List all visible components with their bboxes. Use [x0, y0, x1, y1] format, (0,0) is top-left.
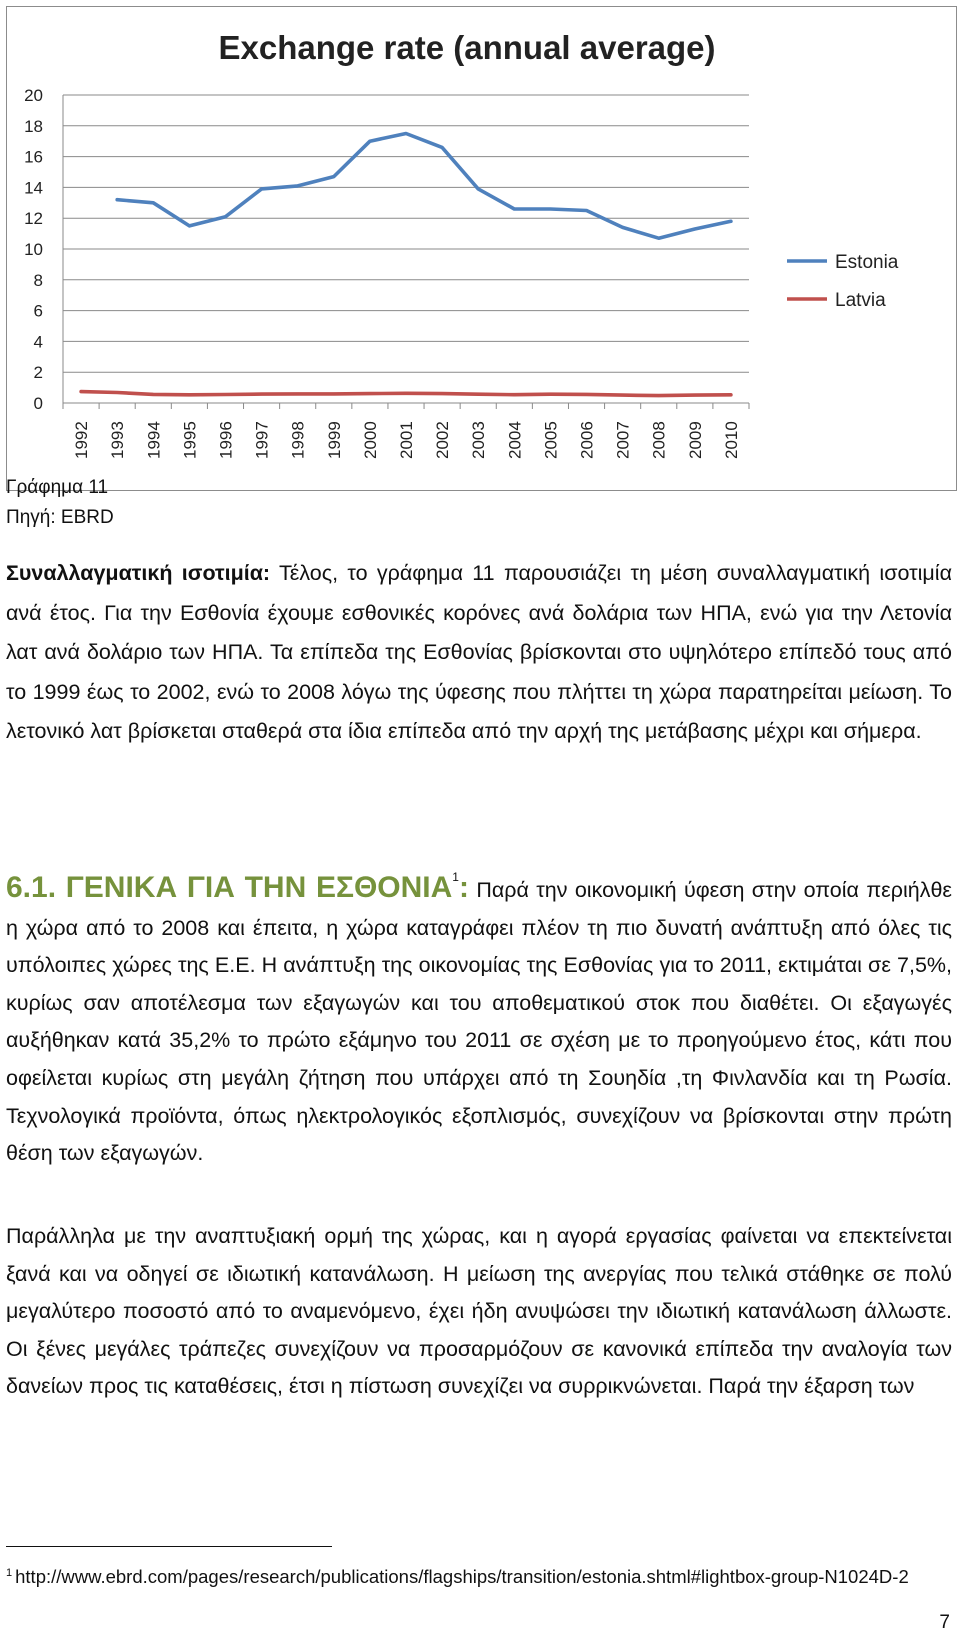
data-point-estonia — [549, 208, 551, 210]
estonia-section-paragraph — [6, 859, 952, 1173]
x-tick-label: 2004 — [505, 421, 525, 459]
y-tick-label: 12 — [24, 209, 43, 229]
data-point-estonia — [513, 208, 515, 210]
data-point-latvia — [513, 393, 515, 395]
data-point-estonia — [694, 228, 696, 230]
footnote-number: 1 — [6, 1567, 13, 1579]
page-number: 7 — [939, 1612, 950, 1633]
x-tick-label: 1999 — [324, 421, 344, 459]
data-point-latvia — [477, 393, 479, 395]
y-tick-label: 4 — [33, 332, 43, 352]
data-point-estonia — [333, 175, 335, 177]
x-tick-label: 1995 — [180, 421, 200, 459]
y-tick-label: 0 — [33, 394, 43, 413]
data-point-latvia — [116, 391, 118, 393]
x-tick-label: 2006 — [577, 421, 597, 459]
x-tick-label: 2001 — [397, 421, 416, 459]
data-point-latvia — [80, 390, 82, 392]
data-point-estonia — [658, 237, 660, 239]
y-tick-label: 10 — [24, 240, 43, 259]
data-point-latvia — [694, 394, 696, 396]
x-tick-label: 1998 — [288, 421, 308, 459]
data-point-estonia — [260, 188, 262, 190]
data-point-latvia — [333, 393, 335, 395]
data-point-latvia — [369, 392, 371, 394]
x-tick-label: 1997 — [252, 421, 272, 459]
data-point-estonia — [296, 185, 298, 187]
x-tick-label: 1994 — [144, 421, 164, 459]
x-tick-label: 2002 — [433, 421, 453, 459]
source-caption: Πηγή: EBRD — [6, 507, 114, 528]
x-tick-label: 1993 — [108, 421, 128, 459]
y-tick-label: 18 — [24, 116, 43, 136]
data-point-estonia — [477, 188, 479, 190]
y-tick-label: 2 — [33, 363, 43, 383]
data-point-estonia — [116, 199, 118, 201]
y-tick-label: 16 — [24, 147, 43, 167]
y-tick-label: 14 — [24, 178, 43, 198]
exchange-rate-line-chart — [7, 7, 958, 492]
y-tick-label: 20 — [24, 86, 43, 105]
x-tick-label: 1996 — [216, 421, 236, 459]
data-point-latvia — [585, 393, 587, 395]
y-tick-label: 6 — [33, 301, 43, 321]
data-point-latvia — [621, 394, 623, 396]
y-tick-label: 8 — [33, 270, 43, 290]
x-tick-label: 2003 — [469, 421, 489, 459]
chart-figure — [6, 6, 957, 491]
x-tick-label: 2009 — [685, 421, 705, 459]
section-body: Παρά την οικονομική ύφεση στην οποία περιήλθε η χώρα από το 2008 και έπειτα, η χώρα καταγράφει πλέον τη πιο δυνατή ανάπτυξη από όλες τις υπόλοιπες χώρες της Ε.Ε. Η ανάπτυξη της οικονομίας της Εσθονίας για το 2011, εκτιμάται σε 7,5%, κυρίως σαν αποτέλεσμα των εξαγωγών και του αποθεματικού στοκ που διαθέτει. Οι εξαγωγές αυξήθηκαν κατά 35,2% το πρώτο εξάμηνο του 2011 σε σχέση με το προηγούμενο έτος, κάτι που οφείλεται κυρίως στη μεγάλη ζήτηση που υπάρχει από τη Σουηδία ,τη Φινλανδία και τη Ρωσία. Τεχνολογικά προϊόντα, όπως ηλεκτρολογικός εξοπλισμός, συνεχίζουν να βρίσκονται στην πρώτη θέση των εξαγωγών. — [6, 878, 952, 1166]
footnote-reference: 1 — [452, 870, 459, 884]
x-tick-label: 2010 — [721, 421, 741, 459]
chart-title: Exchange rate (annual average) — [218, 29, 716, 66]
section-heading-colon: : — [458, 871, 469, 904]
data-point-latvia — [549, 393, 551, 395]
data-point-latvia — [188, 394, 190, 396]
data-point-latvia — [224, 393, 226, 395]
data-point-latvia — [658, 394, 660, 396]
data-point-latvia — [296, 393, 298, 395]
data-point-latvia — [441, 392, 443, 394]
section-heading — [6, 871, 469, 904]
data-point-estonia — [224, 215, 226, 217]
data-point-estonia — [152, 202, 154, 204]
figure-caption: Γράφημα 11 — [6, 477, 109, 498]
section-heading-text: 6.1. ΓΕΝΙΚΑ ΓΙΑ ΤΗΝ ΕΣΘΟΝΙΑ — [6, 871, 453, 904]
x-tick-label: 2000 — [360, 421, 380, 459]
data-point-latvia — [405, 392, 407, 394]
data-point-estonia — [730, 220, 732, 222]
x-tick-label: 1992 — [72, 421, 92, 459]
labour-market-paragraph: Παράλληλα με την αναπτυξιακή ορμή της χώρας, και η αγορά εργασίας φαίνεται να επεκτείνεται ξανά και να οδηγεί σε ιδιωτική κατανάλωση. Η μείωση της ανεργίας που τελικά στάθηκε σε πολύ μεγαλύτερο ποσοστό από το αναμενόμενο, έχει ήδη ανυψώσει την ιδιωτική κατανάλωση άλλωστε. Οι ξένες μεγάλες τράπεζες συνεχίζουν να προσαρμόζουν σε κανονικά επίπεδα την αναλογία των δανείων προς τις καταθέσεις, έτσι η πίστωση συνεχίζει να συρρικνώνεται. Παρά την έξαρση των — [6, 1224, 952, 1398]
data-point-estonia — [441, 146, 443, 148]
data-point-latvia — [730, 394, 732, 396]
data-point-latvia — [260, 393, 262, 395]
x-tick-label: 2007 — [613, 421, 633, 459]
footnote — [6, 1560, 946, 1590]
exchange-rate-paragraph — [6, 554, 952, 752]
paragraph-lead: Συναλλαγματική ισοτιμία: — [6, 561, 271, 585]
data-point-estonia — [621, 226, 623, 228]
series-line-estonia — [117, 134, 731, 239]
legend-label-latvia: Latvia — [835, 290, 886, 311]
data-point-estonia — [369, 140, 371, 142]
legend-label-estonia: Estonia — [835, 252, 899, 273]
x-tick-label: 2008 — [649, 421, 669, 459]
data-point-estonia — [188, 225, 190, 227]
footnote-separator — [6, 1546, 332, 1547]
footnote-url: http://www.ebrd.com/pages/research/publications/flagships/transition/estonia.shtml#lightbox-group-N1024D-2 — [15, 1566, 909, 1587]
x-tick-label: 2005 — [541, 421, 561, 459]
paragraph-body: Τέλος, το γράφημα 11 παρουσιάζει τη μέση συναλλαγματική ισοτιμία ανά έτος. Για την Εσθονία έχουμε εσθονικές κορόνες ανά δολάρια των ΗΠΑ, ενώ για την Λετονία λατ ανά δολάριο των ΗΠΑ. Τα επίπεδα της Εσθονίας βρίσκονται στο υψηλότερο επίπεδό τους από το 1999 έως το 2002, ενώ το 2008 λόγω της ύφεσης που πλήττει τη χώρα παρατηρείται μείωση. Το λετονικό λατ βρίσκεται σταθερά στα ίδια επίπεδα από την αρχή της μετάβασης μέχρι και σήμερα. — [6, 561, 952, 743]
data-point-estonia — [405, 132, 407, 134]
data-point-latvia — [152, 393, 154, 395]
data-point-estonia — [585, 209, 587, 211]
